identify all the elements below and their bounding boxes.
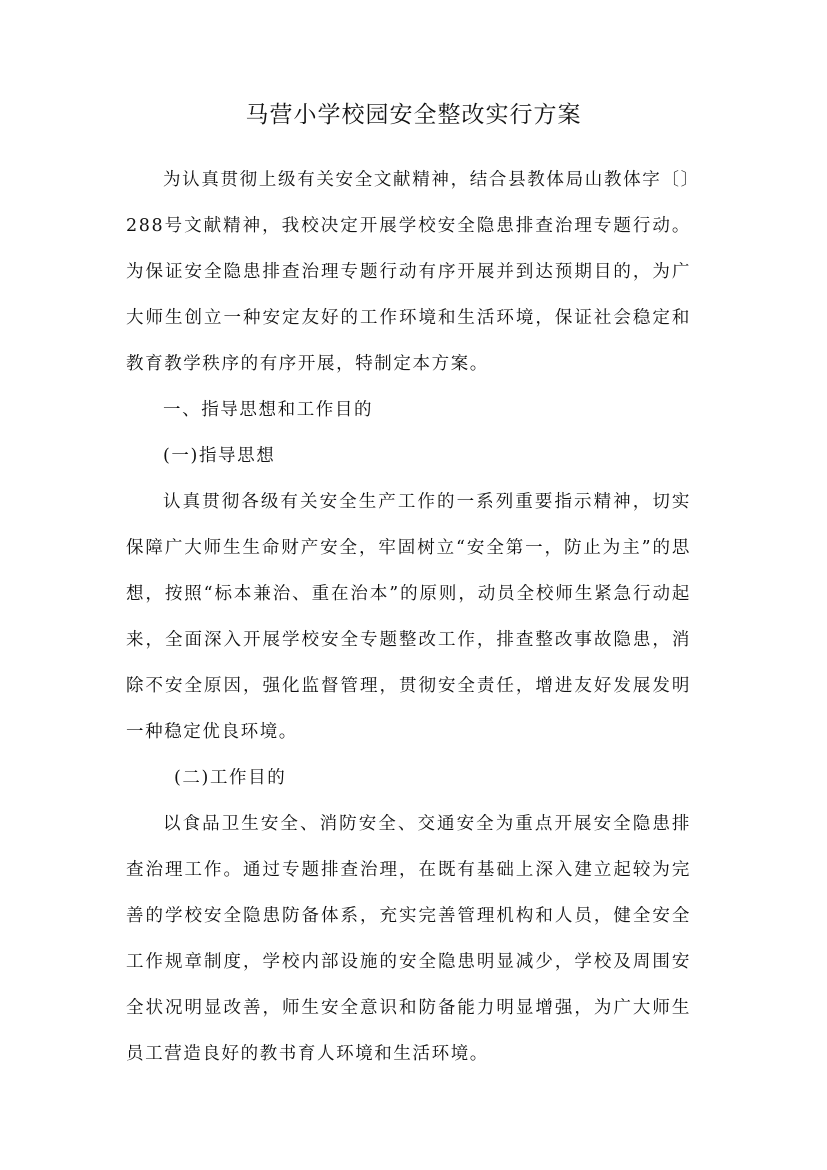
document-title: 马营小学校园安全整改实行方案 [245,102,582,128]
work-goals-paragraph: 以食品卫生安全、消防安全、交通安全为重点开展安全隐患排查治理工作。通过专题排查治理，在既有基础上深入建立起较为完善的学校安全隐患防备体系，充实完善管理机构和人员，健全安全工作规章制度，学校内部设施的安全隐患明显减少，学校及周围安全状况明显改善，师生安全意识和防备能力明显增强，为广大师生员工营造良好的教书育人环境和生活环境。 [126,814,691,1064]
section-heading-guiding-principles: 一、指导思想和工作目的 [163,400,374,420]
document-body [126,157,691,1077]
subsection-heading-work-goals: (二)工作目的 [174,768,287,788]
intro-paragraph: 为认真贯彻上级有关安全文献精神，结合县教体局山教体字〔〕288号文献精神，我校决定开展学校安全隐患排查治理专题行动。为保证安全隐患排查治理专题行动有序开展并到达预期目的，为广大师生创立一种安定友好的工作环境和生活环境，保证社会稳定和教育教学秩序的有序开展，特制定本方案。 [126,170,691,374]
guiding-thought-paragraph: 认真贯彻各级有关安全生产工作的一系列重要指示精神，切实保障广大师生生命财产安全，牢固树立“安全第一，防止为主”的思想，按照“标本兼治、重在治本”的原则，动员全校师生紧急行动起来，全面深入开展学校安全专题整改工作，排查整改事故隐患，消除不安全原因，强化监督管理，贯彻安全责任，增进友好发展发明一种稳定优良环境。 [126,492,691,742]
subsection-heading-guiding-thought: (一)指导思想 [163,446,276,466]
